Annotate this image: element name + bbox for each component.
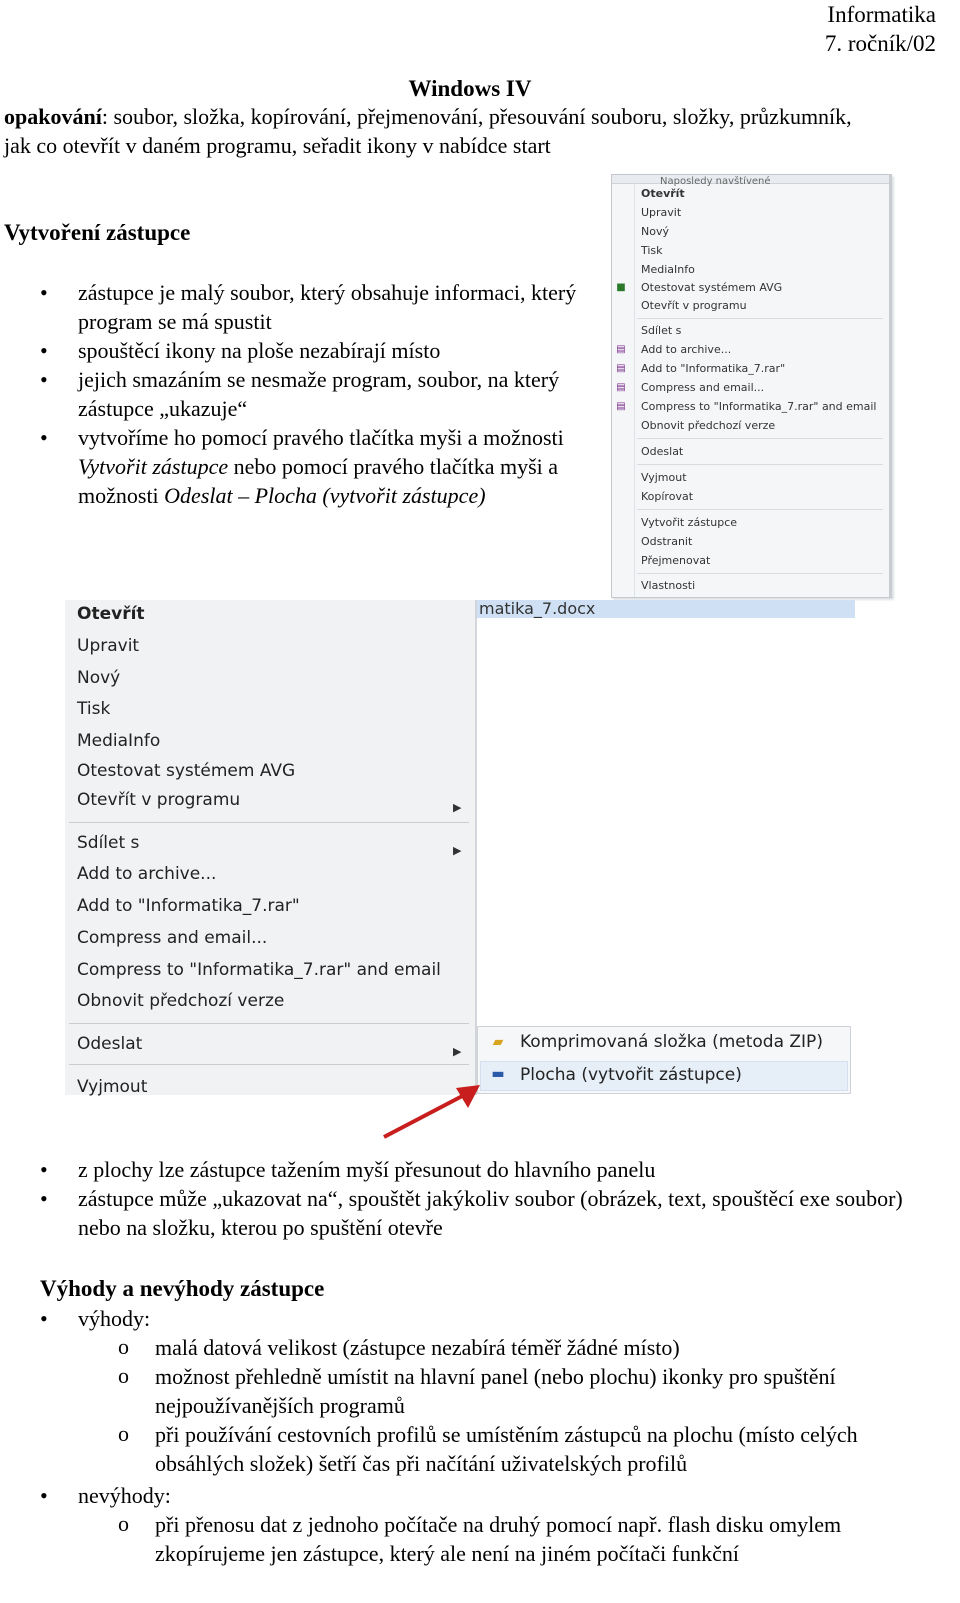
menu-gutter [634,183,635,597]
submenu-arrow-icon: ▶ [453,1045,462,1058]
pros-label: výhody: [78,1306,151,1331]
menu-item-restore-versions[interactable]: Obnovit předchozí verze [77,991,285,1011]
sub-item [0,1333,940,1362]
menu-item-print[interactable]: Tisk [77,699,111,719]
zip-folder-icon: ▰ [492,1034,504,1050]
recap-label: opakování [4,104,102,129]
menu-separator [637,438,883,439]
menu-item-open-with[interactable]: Otevřít v programu [77,790,241,810]
small-context-menu [611,174,892,598]
bullet-text: zástupce je malý soubor, který obsahuje informaci, který program se má spustit [78,280,577,334]
menu-item-compress-email[interactable]: Compress and email... [77,928,268,948]
sub-item [0,1362,940,1420]
menu-separator [69,822,469,823]
bullet-item [0,1155,930,1184]
bullet-text: z plochy lze zástupce tažením myší přesunout do hlavního panelu [78,1157,656,1182]
menu-item-rename[interactable]: Přejmenovat [641,554,711,567]
menu-item-mediainfo[interactable]: MediaInfo [641,263,695,276]
menu-separator [637,464,883,465]
menu-item-open-with[interactable]: Otevřít v programu [641,299,747,312]
bullet-text: vytvoříme ho pomocí pravého tlačítka myši a možnosti [78,425,564,450]
menu-item-restore-versions[interactable]: Obnovit předchozí verze [641,419,776,432]
menu-item-compress-email[interactable]: Compress and email... [641,381,765,394]
pros-cons-list [0,1304,940,1333]
bullet-text: nebo pomocí pravého tlačítka myši a možnosti [78,454,559,508]
bullet-italic: Odeslat – Plocha (vytvořit zástupce) [164,483,486,508]
menu-item-delete[interactable]: Odstranit [641,535,693,548]
menu-item-share[interactable]: Sdílet s [641,324,682,337]
shortcut-bullet-list-2 [0,1155,930,1242]
menu-item-compress-rar-email[interactable]: Compress to "Informatika_7.rar" and email [77,960,441,980]
section-heading-shortcut: Vytvoření zástupce [4,220,191,245]
menu-separator [637,573,883,574]
menu-separator [69,1064,469,1065]
winrar-icon: ▤ [616,363,626,374]
bullet-item [0,1184,930,1242]
sub-item-text: malá datová velikost (zástupce nezabírá téměř žádné místo) [155,1335,680,1360]
menu-item-open[interactable]: Otevřít [77,604,145,624]
pros-sublist [0,1333,940,1478]
menu-item-cut[interactable]: Vyjmout [641,471,687,484]
sub-item-text: při používání cestovních profilů se umístěním zástupců na plochu (místo celých obsáhlých složek) šetří čas při načítání uživatelských profilů [155,1422,858,1476]
cons-label: nevýhody: [78,1483,171,1508]
bullet-italic: Vytvořit zástupce [78,454,229,479]
section-heading-pros-cons: Výhody a nevýhody zástupce [40,1276,325,1301]
bullet-item [0,278,590,336]
file-name: matika_7.docx [479,599,596,618]
menu-item-compress-rar-email[interactable]: Compress to "Informatika_7.rar" and email [641,400,877,413]
submenu-item-desktop-shortcut[interactable]: Plocha (vytvořit zástupce) [520,1065,742,1085]
grade-label: 7. ročník/02 [824,31,936,56]
send-to-submenu [477,1026,851,1094]
menu-item-cut[interactable]: Vyjmout [77,1077,148,1097]
submenu-arrow-icon: ▶ [453,844,462,857]
recap-text: : soubor, složka, kopírování, přejmenování, přesouvání souboru, složky, průzkumník, jak co otevřít v daném programu, seřadit ikony v nabídce start [4,104,852,158]
menu-separator [637,318,883,319]
bullet-text: zástupce může „ukazovat na“, spouštět jakýkoliv soubor (obrázek, text, spouštěcí exe soubor) nebo na složku, kterou po spuštění otevře [78,1186,903,1240]
explorer-background [477,600,855,1095]
bullet-item [0,423,590,510]
menu-item-new[interactable]: Nový [641,225,669,238]
submenu-arrow-icon: ▶ [453,801,462,814]
menu-item-send-to[interactable]: Odeslat [641,445,684,458]
desktop-icon: ▬ [491,1066,505,1082]
menu-item-add-archive[interactable]: Add to archive... [641,343,732,356]
menu-item-avg-scan[interactable]: Otestovat systémem AVG [77,761,296,781]
page-title: Windows IV [408,76,532,101]
menu-item-add-rar[interactable]: Add to "Informatika_7.rar" [77,896,300,916]
cons-list [0,1481,940,1510]
menu-item-new[interactable]: Nový [77,668,121,688]
menu-item-edit[interactable]: Upravit [77,636,140,656]
winrar-icon: ▤ [616,344,626,355]
menu-item-add-rar[interactable]: Add to "Informatika_7.rar" [641,362,786,375]
menu-item-create-shortcut[interactable]: Vytvořit zástupce [641,516,738,529]
bullet-text: jejich smazáním se nesmaže program, soubor, na který zástupce „ukazuje“ [78,367,560,421]
page-header [825,0,936,58]
topbar-label: Naposledy navštívené [660,176,771,187]
menu-item-send-to[interactable]: Odeslat [77,1034,143,1054]
menu-item-mediainfo[interactable]: MediaInfo [77,731,161,751]
bullet-text: spouštěcí ikony na ploše nezabírají místo [78,338,441,363]
subject-label: Informatika [827,2,936,27]
bullet-item [0,1304,940,1333]
avg-icon: ■ [616,282,626,293]
menu-item-add-archive[interactable]: Add to archive... [77,864,217,884]
sub-item-text: možnost přehledně umístit na hlavní panel (nebo plochu) ikonky pro spuštění nejpoužívanějších programů [155,1364,836,1418]
shortcut-bullet-list [0,278,590,510]
sub-item [0,1510,930,1568]
recap-paragraph [4,102,884,160]
cons-sublist [0,1510,930,1568]
menu-panel [65,600,477,1095]
sub-item-text: při přenosu dat z jednoho počítače na druhý pomocí např. flash disku omylem zkopírujeme jen zástupce, který ale není na jiném počítači funkční [155,1512,842,1566]
annotation-arrow [370,1070,500,1150]
sub-item [0,1420,940,1478]
selected-file-row[interactable] [477,600,855,618]
menu-item-avg-scan[interactable]: Otestovat systémem AVG [641,281,783,294]
menu-item-edit[interactable]: Upravit [641,206,682,219]
bullet-item [0,365,590,423]
winrar-icon: ▤ [616,401,626,412]
menu-item-open[interactable]: Otevřít [641,187,685,200]
menu-item-print[interactable]: Tisk [641,244,663,257]
menu-item-copy[interactable]: Kopírovat [641,490,694,503]
bullet-item [0,1481,940,1510]
winrar-icon: ▤ [616,382,626,393]
bullet-item [0,336,590,365]
menu-item-properties[interactable]: Vlastnosti [641,579,696,592]
submenu-item-zip[interactable]: Komprimovaná složka (metoda ZIP) [520,1032,823,1052]
menu-separator [637,509,883,510]
arrow-shaft [384,1092,470,1137]
menu-separator [69,1023,469,1024]
menu-item-share[interactable]: Sdílet s [77,833,140,853]
large-context-menu [65,600,855,1095]
